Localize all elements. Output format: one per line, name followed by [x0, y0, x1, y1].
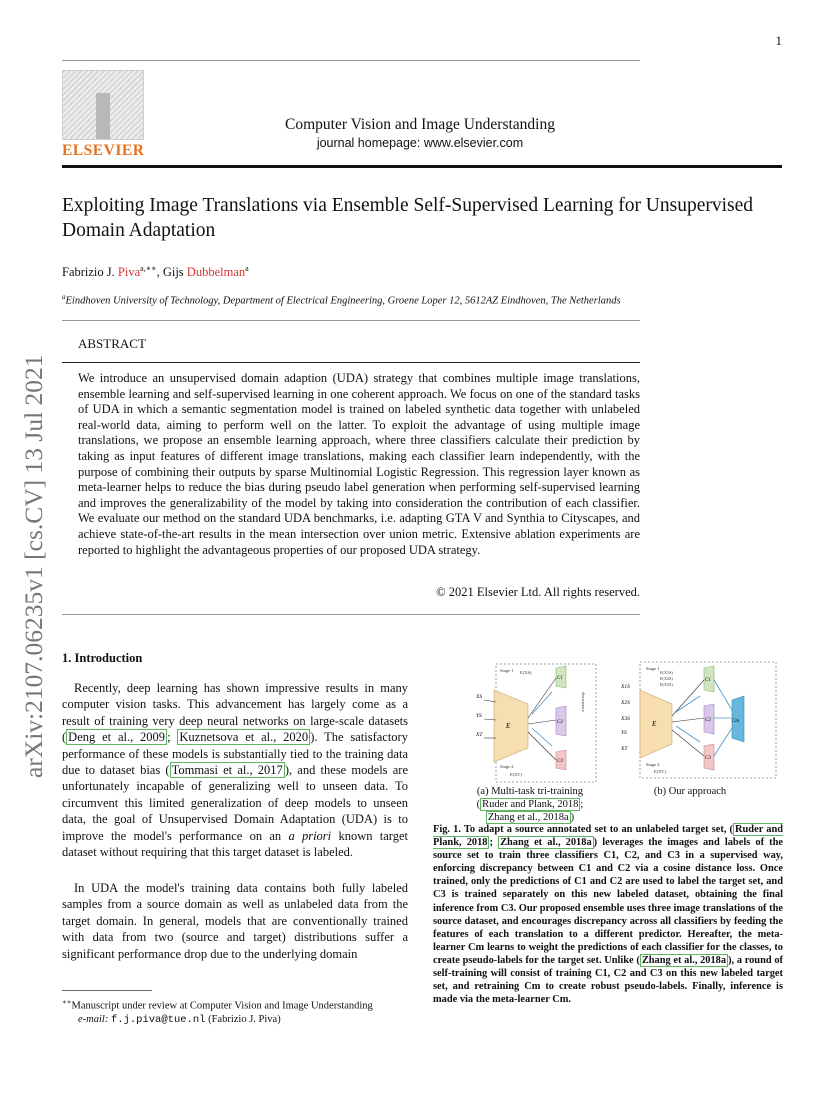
footnote	[62, 996, 422, 1027]
author-line	[62, 264, 249, 280]
page-number: 1	[775, 33, 782, 48]
abstract-head-rule	[62, 362, 640, 363]
p1-italic: a priori	[288, 828, 332, 843]
caption-cite-zhang[interactable]: Zhang et al., 2018a	[500, 837, 592, 849]
figure-1a-diagram	[470, 662, 600, 786]
stage2-label-b: Stage 2	[646, 762, 660, 767]
ys-label-b: YS	[621, 730, 627, 736]
subcaption-a-cite-zhang[interactable]: Zhang et al., 2018a	[487, 812, 569, 823]
p1-part-a: Recently, deep learning has shown impressive results in many computer vision tasks. This advancement has largely come as a result of training very deep neural networks on large-scale datasets (	[62, 681, 408, 745]
caption-body-a: ) leverages the images and labels of the source set to train three classifiers C1, C2, and C3 in a supervised way, enforcing discrepancy between C1 and C2 via a cosine distance loss. Once trained, only the predictions of C1 and C2 are used to label the target set, and C3 is trained separately on this new labeled dataset, obtaining the final inference from C3. Our proposed ensemble uses three image translations of the source dataset, and encourages discrepancy across all classifiers by feeding the features of each translation to a different predictor. Hereafter, the meta-learner Cm learns to weight the predictions of each classifier for the classes, to create pseudo-labels for the target set. Unlike (	[433, 837, 783, 966]
ex-source-label: E(XS)	[520, 670, 532, 675]
encoder-label-b: E	[652, 720, 657, 728]
caption-prefix: Fig. 1. To adapt a source annotated set to an unlabeled target set, (	[433, 824, 734, 835]
intro-paragraph-1	[62, 680, 408, 860]
subcaption-b: (b) Our approach	[653, 786, 727, 797]
footnote-line-1	[62, 996, 422, 1013]
subcaption-a	[460, 785, 600, 824]
email-label: e-mail:	[78, 1013, 111, 1025]
p1-sep: ;	[167, 730, 178, 745]
header-bottom-rule	[62, 165, 782, 168]
subcaption-a-cites-2: Zhang et al., 2018a )	[487, 812, 575, 823]
abstract-top-rule	[62, 320, 640, 321]
subcaption-a-cites: ( Ruder and Plank, 2018 ;	[476, 799, 584, 810]
ex3-label: E(X3S)	[660, 682, 673, 687]
figure-1b-diagram	[620, 660, 780, 780]
affiliation-mark: a	[62, 293, 66, 301]
arxiv-stamp	[12, 300, 52, 780]
copyright: © 2021 Elsevier Ltd. All rights reserved.	[436, 585, 640, 599]
abstract-text: We introduce an unsupervised domain adaption (UDA) strategy that combines multiple image translations, ensemble learning and self-supervised learning in one coherent approach. We focus on one of the standard tasks of UDA in which a semantic segmentation model is trained on labeled synthetic data together with unlabeled real-world data, aiming to perform well on the latter. To exploit the advantage of using multiple image translations, we propose an ensemble learning approach, where three classifiers calculate their prediction by taking as input features of different image translations, making each classifier learn independently, with the purpose of combining their outputs by sparse Multinomial Logistic Regression. This regression layer known as meta-learner helps to reduce the bias during pseudo label generation when performing self-supervised learning and improves the generalizability of the model by taking into consideration the contribution of each classifier. We evaluate our method on the standard UDA benchmarks, i.e. adapting GTA V and Synthia to Cityscapes, and achieve state-of-the-art results in the mean intersection over union metric. Extensive ablation experiments are reported to highlight the advantageous properties of our proposed UDA strategy.	[78, 371, 640, 557]
c1-label: C1	[557, 676, 563, 681]
subcaption-a-label: (a) Multi-task tri-training	[476, 786, 584, 797]
journal-name: Computer Vision and Image Understanding	[285, 116, 555, 133]
subcaption-a-cite-ruder[interactable]: Ruder and Plank, 2018	[482, 799, 579, 810]
author1-surname[interactable]: Piva	[117, 265, 141, 280]
encoder-label: E	[506, 722, 511, 730]
footnote-line-2	[62, 1013, 422, 1027]
intro-paragraph-2	[62, 880, 408, 962]
abstract-bottom-rule	[62, 614, 640, 615]
cite-tommasi[interactable]: Tommasi et al., 2017	[171, 763, 283, 778]
affiliation	[62, 293, 662, 307]
c1-label-b: C1	[705, 678, 711, 683]
x2-label: X2S	[621, 700, 630, 706]
elsevier-tree-icon	[62, 70, 144, 140]
figure-1-caption: Fig. 1. To adapt a source annotated set to an unlabeled target set, ( Ruder and Plank, 2018 ; Zhang et al., 2018a ) leverages the images and labels of the source set to train three classifiers C1, C2, and C3 in a supervised way, enforcing discrepancy between C1 and C2 via a cosine distance loss. Once trained, only the predictions of C1 and C2 are used to label the target set, and C3 is trained separately on this new labeled dataset, obtaining the final inference from C3. Our proposed ensemble uses three image translations of the source dataset, and encourages discrepancy across all classifiers by feeding the features of each translation to a different predictor. Hereafter, the meta-learner Cm learns to weight the predictions of each classifier for the classes, to create pseudo-labels for the target set. Unlike ( Zhang et al., 2018a ), a round of self-training will consist of training C1, C2 and C3 on this new labeled target set, and retraining Cm to create robust pseudo-labels. Finally, inference is made via the meta-learner Cm.	[433, 824, 783, 1006]
cm-label: Cm	[732, 719, 739, 724]
c2-label-b: C2	[705, 718, 711, 723]
p1-part-c: ), and these models are unfortunately incapable of generalizing well to unseen data. To circumvent this limited generalization of deep models to unseen data, the goal of Unsupervised Domain Adaptation (UDA) is to improve the model's performance on an	[62, 763, 408, 843]
header-top-rule	[62, 60, 640, 61]
section-heading-introduction: 1. Introduction	[62, 651, 143, 665]
discrepancy-label: discrepancy	[581, 692, 586, 712]
journal-homepage: journal homepage: www.elsevier.com	[316, 136, 524, 150]
p2-text: In UDA the model's training data contains both fully labeled samples from a source domain as well as unlabeled data from the target domain. In general, models that are conventionally trained with data from two (source and target) distributions suffer a significant performance drop due to the underlying domain	[62, 881, 408, 961]
elsevier-logo	[62, 70, 144, 160]
affiliation-text: Eindhoven University of Technology, Department of Electrical Engineering, Groene Loper 12, 5612AZ Eindhoven, The Netherlands	[65, 295, 621, 307]
xt-label: XT	[476, 732, 483, 738]
paper-title: Exploiting Image Translations via Ensemble Self-Supervised Learning for Unsupervised Domain Adaptation	[62, 195, 754, 241]
author2-marks: a	[245, 264, 249, 273]
footnote-mark: ∗∗	[62, 998, 72, 1006]
ex2-label: E(X2S)	[660, 676, 673, 681]
footnote-text: Manuscript under review at Computer Vision and Image Understanding	[71, 1000, 373, 1012]
c2-label: C2	[557, 720, 563, 725]
caption-cite-zhang-2[interactable]: Zhang et al., 2018a	[641, 954, 727, 966]
ex-target-label-b: E(XT)	[654, 769, 666, 774]
x3-label: X3S	[621, 716, 630, 722]
c3-label: C3	[557, 759, 563, 764]
author-separator: , Gijs	[156, 265, 187, 280]
stage2-label: Stage 2	[500, 764, 514, 769]
stage1-label: Stage 1	[500, 668, 514, 673]
caption-cite-ruder[interactable]: Ruder and Plank, 2018	[433, 824, 783, 849]
elsevier-wordmark: ELSEVIER	[62, 142, 145, 159]
email-address[interactable]: f.j.piva@tue.nl	[110, 1013, 206, 1026]
footnote-rule	[62, 990, 152, 991]
ys-label: YS	[476, 713, 482, 719]
ex-target-label: E(XT)	[510, 772, 522, 777]
author2-surname[interactable]: Dubbelman	[186, 265, 246, 280]
email-name: (Fabrizio J. Piva)	[205, 1013, 281, 1025]
stage1-label-b: Stage 1	[646, 666, 660, 671]
cite-deng[interactable]: Deng et al., 2009	[68, 730, 166, 745]
p1-part-d: known target dataset without requiring that this target dataset is labeled.	[62, 828, 408, 860]
caption-body-b: ), a round of self-training will consist of training C1, C2 and C3 on this new labeled target set, and retraining Cm to create robust pseudo-labels. Finally, inference is made via the meta-learner Cm.	[433, 954, 783, 1006]
arxiv-stamp-text: arXiv:2107.06235v1 [cs.CV] 13 Jul 2021	[19, 354, 48, 778]
abstract-heading: ABSTRACT	[78, 336, 146, 351]
p1-part-b: ). The satisfactory performance of these models is substantially tied to the training data due to dataset bias (	[62, 730, 408, 778]
xs-label: XS	[476, 694, 483, 700]
author1-marks: a,∗∗	[140, 264, 157, 273]
c3-label-b: C3	[705, 756, 711, 761]
xt-label-b: XT	[621, 746, 628, 752]
author1-given: Fabrizio J.	[62, 265, 118, 280]
encoder-shape	[494, 690, 528, 762]
ex1-label: E(X1S)	[660, 670, 673, 675]
x1-label: X1S	[621, 684, 630, 690]
cite-kuznetsova[interactable]: Kuznetsova et al., 2020	[179, 730, 309, 745]
